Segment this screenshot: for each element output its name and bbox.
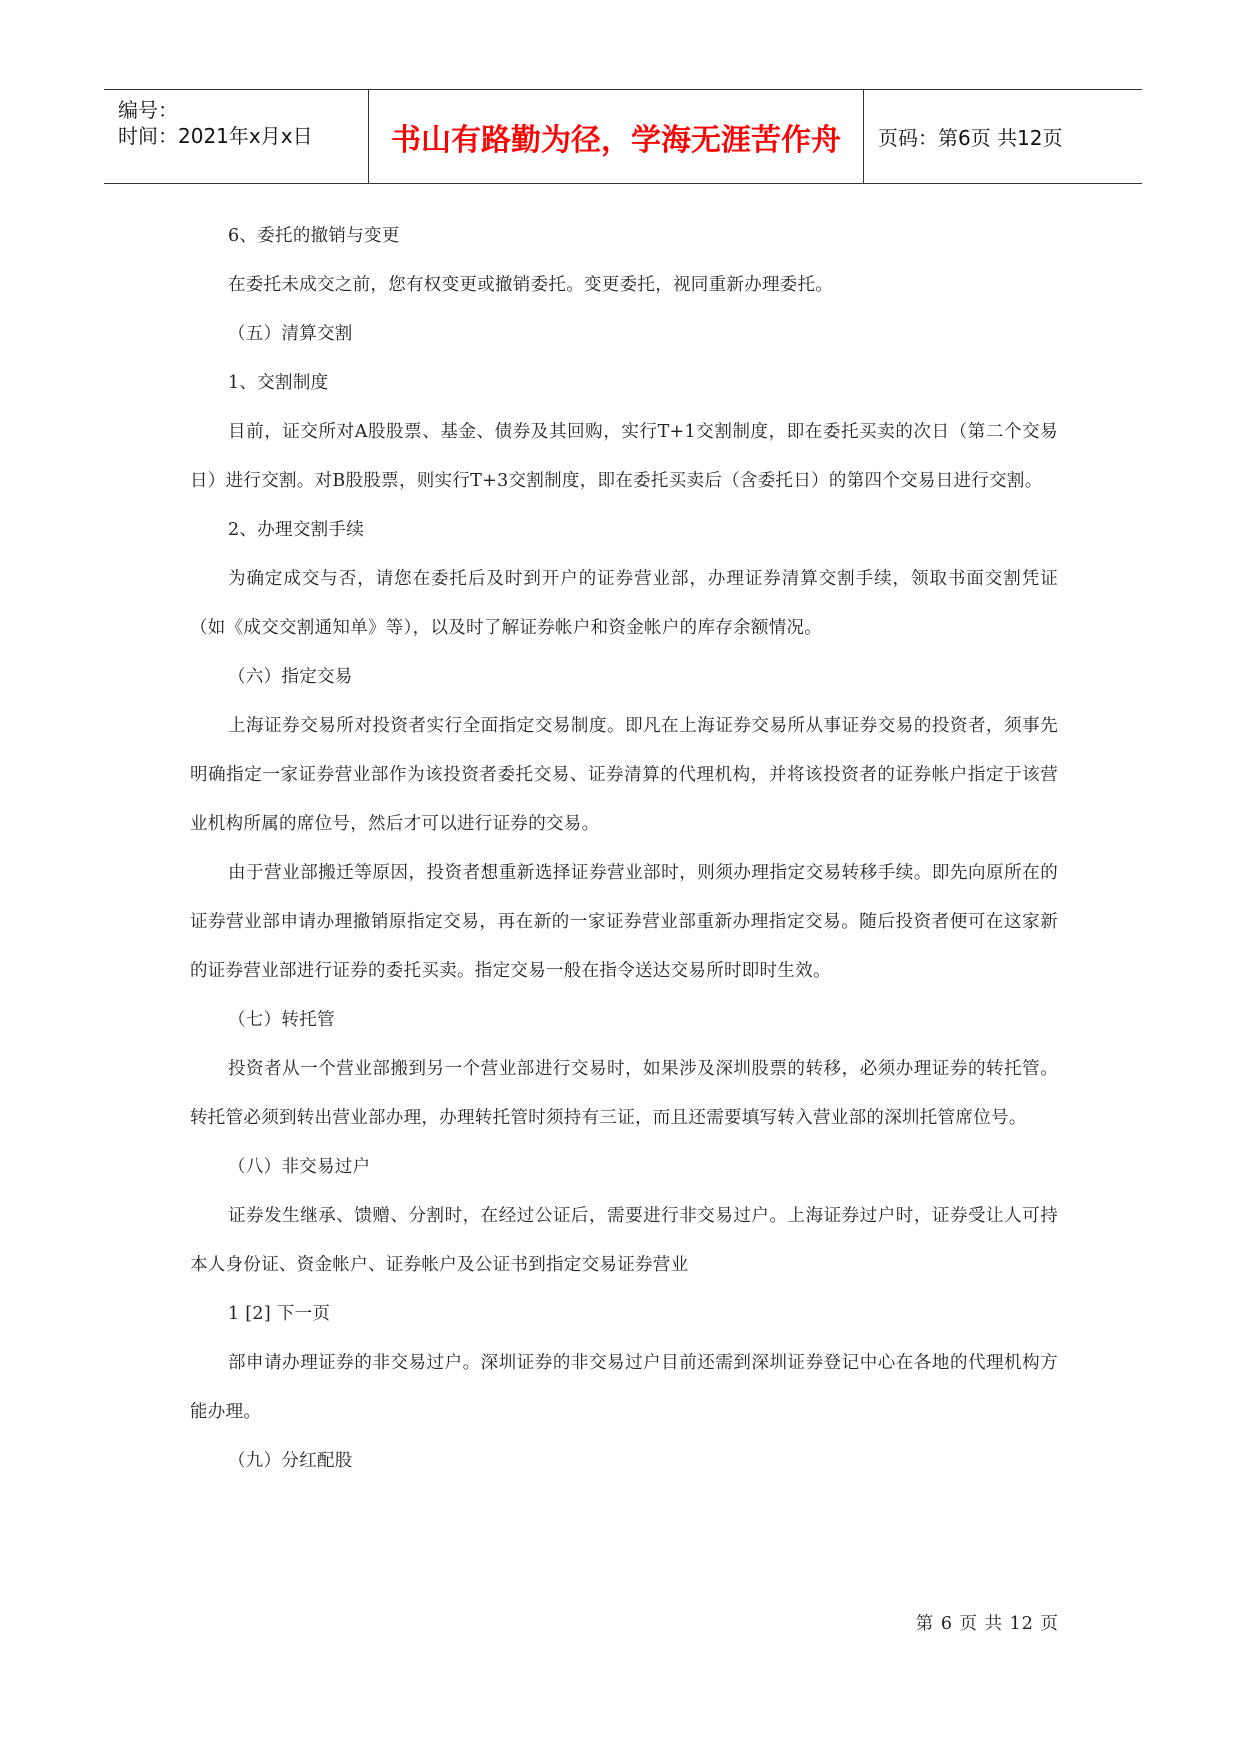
body-paragraph: 由于营业部搬迁等原因，投资者想重新选择证券营业部时，则须办理指定交易转移手续。即先向原所在的证券营业部申请办理撤销原指定交易，再在新的一家证券营业部重新办理指定交易。随后投资者便可在这家新的证券营业部进行证券的委托买卖。指定交易一般在指令送达交易所时即时生效。 [190, 863, 1058, 981]
section-heading: （八）非交易过户 [228, 1157, 371, 1177]
body-paragraph: 投资者从一个营业部搬到另一个营业部进行交易时，如果涉及深圳股票的转移，必须办理证券的转托管。转托管必须到转出营业部办理，办理转托管时须持有三证，而且还需要填写转入营业部的深圳托管席位号。 [190, 1059, 1058, 1128]
body-paragraph: 上海证券交易所对投资者实行全面指定交易制度。即凡在上海证券交易所从事证券交易的投资者，须事先明确指定一家证券营业部作为该投资者委托交易、证券清算的代理机构，并将该投资者的证券帐户指定于该营业机构所属的席位号，然后才可以进行证券的交易。 [190, 716, 1058, 834]
body-paragraph: 目前，证交所对A股股票、基金、债券及其回购，实行T+1交割制度，即在委托买卖的次日（第二个交易日）进行交割。对B股股票，则实行T+3交割制度，即在委托买卖后（含委托日）的第四个交易日进行交割。 [190, 422, 1058, 491]
document-body [190, 212, 1058, 1486]
body-paragraph: 在委托未成交之前，您有权变更或撤销委托。变更委托，视同重新办理委托。 [228, 275, 834, 295]
section-heading: （九）分红配股 [228, 1451, 353, 1471]
header-motto: 书山有路勤为径，学海无涯苦作舟 [391, 122, 841, 158]
header-page-cell [864, 90, 1142, 183]
section-heading: 6、委托的撤销与变更 [228, 226, 400, 246]
body-paragraph: 证券发生继承、馈赠、分割时，在经过公证后，需要进行非交易过户。上海证券过户时，证券受让人可持本人身份证、资金帐户、证券帐户及公证书到指定交易证券营业 [190, 1206, 1058, 1275]
document-time-label: 时间：2021年x月x日 [118, 124, 313, 148]
pagination-link[interactable]: 1 [2] 下一页 [228, 1304, 331, 1324]
body-paragraph: 为确定成交与否，请您在委托后及时到开户的证券营业部，办理证券清算交割手续，领取书面交割凭证（如《成交交割通知单》等），以及时了解证券帐户和资金帐户的库存余额情况。 [190, 569, 1058, 638]
page-footer-number: 第 6 页 共 12 页 [915, 1614, 1059, 1634]
body-paragraph: 部申请办理证券的非交易过户。深圳证券的非交易过户目前还需到深圳证券登记中心在各地的代理机构方能办理。 [190, 1353, 1058, 1422]
section-heading: （七）转托管 [228, 1010, 335, 1030]
page-header [104, 89, 1142, 184]
document-number-label: 编号： [118, 98, 178, 122]
section-heading: （五）清算交割 [228, 324, 353, 344]
header-page-code: 页码：第6页 共12页 [878, 126, 1063, 150]
header-motto-cell [369, 90, 864, 183]
section-heading: 1、交割制度 [228, 373, 329, 393]
section-heading: （六）指定交易 [228, 667, 353, 687]
section-heading: 2、办理交割手续 [228, 520, 365, 540]
header-info-cell [104, 90, 369, 183]
